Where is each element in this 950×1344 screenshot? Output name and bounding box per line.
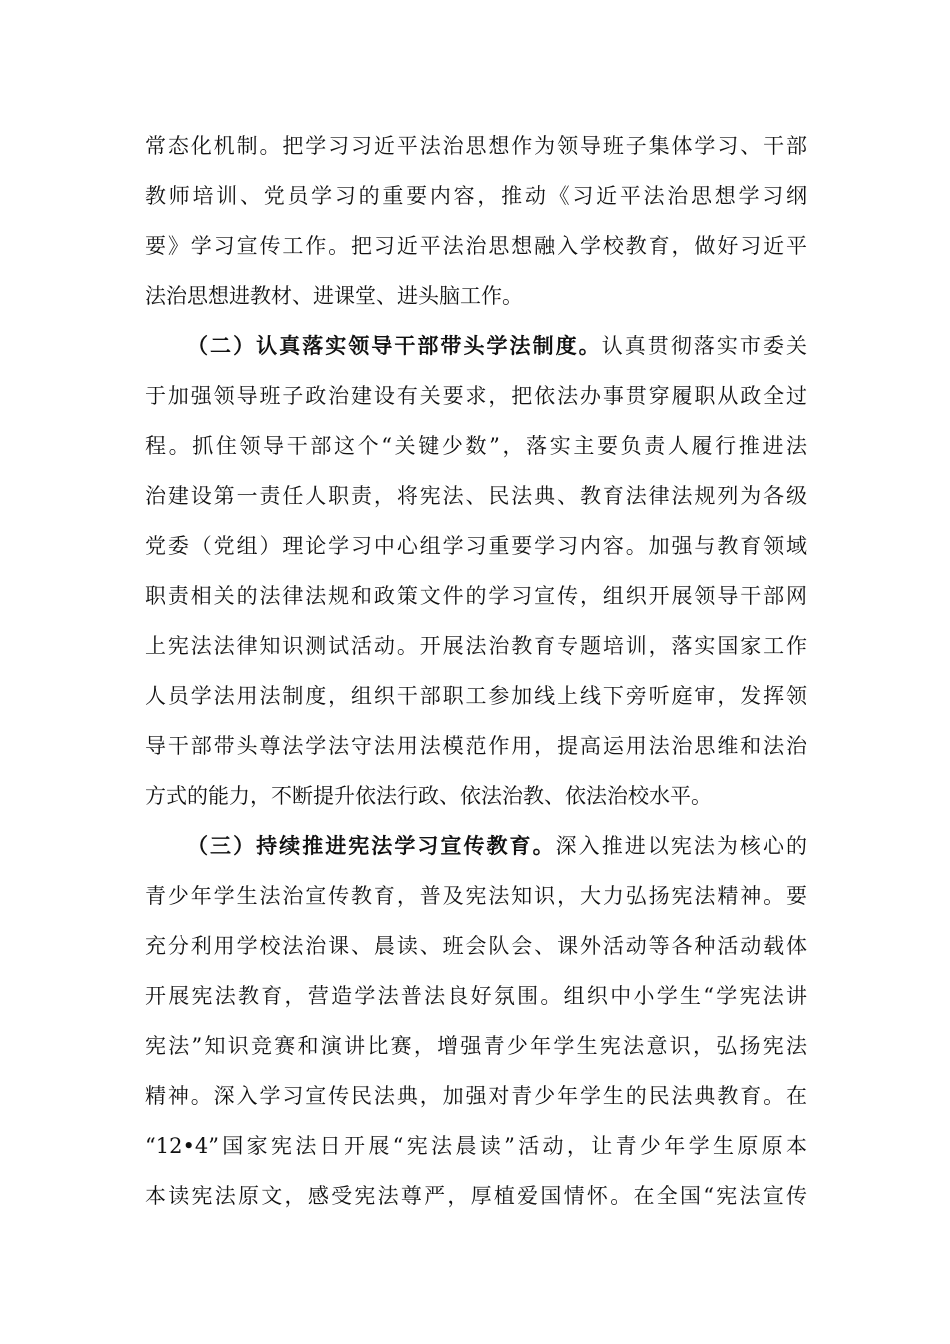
paragraph-3 <box>145 821 807 1221</box>
paragraph-3-line-7: “12•4”国家宪法日开展“宪法晨读”活动，让青少年学生原原本 <box>145 1134 807 1158</box>
paragraph-2 <box>145 321 807 821</box>
paragraph-3-line-1 <box>145 821 807 871</box>
paragraph-2-line-2: 于加强领导班子政治建设有关要求，把依法办事贯穿履职从政全过 <box>145 384 807 408</box>
paragraph-2-line-9: 导干部带头尊法学法守法用法模范作用，提高运用法治思维和法治 <box>145 734 807 758</box>
paragraph-2-heading: （二）认真落实领导干部带头学法制度。 <box>187 333 602 358</box>
paragraph-3-line-6: 精神。深入学习宣传民法典，加强对青少年学生的民法典教育。在 <box>145 1084 807 1108</box>
paragraph-2-line-5: 党委（党组）理论学习中心组学习重要学习内容。加强与教育领域 <box>145 534 807 558</box>
paragraph-2-first-line-text: 认真贯彻落实市委关 <box>601 334 807 358</box>
paragraph-2-line-1 <box>145 321 807 371</box>
paragraph-2-line-6: 职责相关的法律法规和政策文件的学习宣传，组织开展领导干部网 <box>145 584 807 608</box>
paragraph-3-first-line-text: 深入推进以宪法为核心的 <box>555 834 807 858</box>
paragraph-3-line-2: 青少年学生法治宣传教育，普及宪法知识，大力弘扬宪法精神。要 <box>145 884 807 908</box>
paragraph-1 <box>145 121 807 321</box>
paragraph-1-line-2: 教师培训、党员学习的重要内容，推动《习近平法治思想学习纲 <box>145 184 807 208</box>
paragraph-3-line-3: 充分利用学校法治课、晨读、班会队会、课外活动等各种活动载体 <box>145 934 807 958</box>
paragraph-3-line-4: 开展宪法教育，营造学法普法良好氛围。组织中小学生“学宪法讲 <box>145 984 807 1008</box>
paragraph-2-line-8: 人员学法用法制度，组织干部职工参加线上线下旁听庭审，发挥领 <box>145 684 807 708</box>
paragraph-1-line-1: 常态化机制。把学习习近平法治思想作为领导班子集体学习、干部 <box>145 134 807 158</box>
paragraph-3-line-8: 本读宪法原文，感受宪法尊严，厚植爱国情怀。在全国“宪法宣传 <box>145 1184 807 1208</box>
document-body <box>145 121 807 1221</box>
paragraph-2-line-4: 治建设第一责任人职责，将宪法、民法典、教育法律法规列为各级 <box>145 484 807 508</box>
paragraph-2-line-3: 程。抓住领导干部这个“关键少数”，落实主要负责人履行推进法 <box>145 434 807 458</box>
paragraph-3-heading: （三）持续推进宪法学习宣传教育。 <box>187 833 556 858</box>
paragraph-2-line-10: 方式的能力，不断提升依法行政、依法治教、依法治校水平。 <box>145 784 712 808</box>
paragraph-3-line-5: 宪法”知识竞赛和演讲比赛，增强青少年学生宪法意识，弘扬宪法 <box>145 1034 807 1058</box>
paragraph-1-line-4: 法治思想进教材、进课堂、进头脑工作。 <box>145 284 523 308</box>
paragraph-1-line-3: 要》学习宣传工作。把习近平法治思想融入学校教育，做好习近平 <box>145 234 807 258</box>
paragraph-2-line-7: 上宪法法律知识测试活动。开展法治教育专题培训，落实国家工作 <box>145 634 807 658</box>
